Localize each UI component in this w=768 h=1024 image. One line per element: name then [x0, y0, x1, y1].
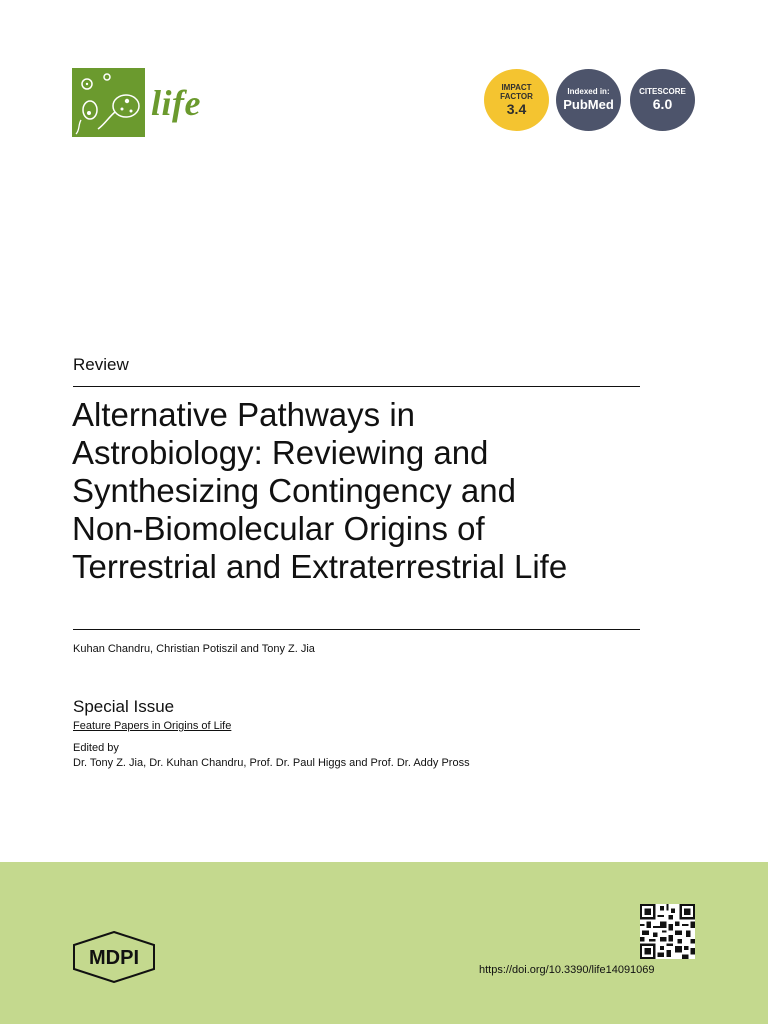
edited-by-label: Edited by [73, 742, 119, 754]
citescore-badge[interactable] [630, 69, 695, 131]
qr-code-icon[interactable] [640, 904, 695, 959]
title-line: Astrobiology: Reviewing and [72, 434, 489, 471]
impact-factor-value: 3.4 [506, 100, 527, 117]
title-line: Synthesizing Contingency and [72, 472, 516, 509]
impact-factor-badge[interactable] [484, 69, 549, 131]
special-issue-link[interactable]: Feature Papers in Origins of Life [73, 720, 232, 732]
mdpi-logo-text: MDPI [89, 947, 139, 969]
special-issue-label: Special Issue [73, 697, 175, 716]
indexed-label: Indexed in: [567, 87, 610, 96]
citescore-value: 6.0 [652, 96, 673, 112]
title-line: Terrestrial and Extraterrestrial Life [72, 548, 568, 585]
citescore-label: CITESCORE [639, 87, 686, 96]
indexed-value: PubMed [563, 97, 614, 112]
journal-name: life [151, 83, 201, 123]
editor-list: Dr. Tony Z. Jia, Dr. Kuhan Chandru, Prof. Dr. Paul Higgs and Prof. Dr. Addy Pross [73, 757, 470, 769]
doi-link[interactable]: https://doi.org/10.3390/life14091069 [479, 964, 655, 976]
title-line: Non-Biomolecular Origins of [72, 510, 485, 547]
qr-pattern [640, 904, 695, 959]
divider-top [73, 386, 640, 387]
impact-factor-label-line2: FACTOR [500, 91, 533, 101]
mdpi-logo[interactable] [72, 931, 156, 983]
article-type: Review [73, 355, 129, 374]
divider-bottom [73, 629, 640, 630]
pubmed-badge[interactable] [556, 69, 621, 131]
author-list: Kuhan Chandru, Christian Potiszil and Tony Z. Jia [73, 643, 315, 655]
impact-factor-label-line1: IMPACT [501, 82, 532, 92]
title-line: Alternative Pathways in [72, 396, 416, 433]
cell-illustration-icon [72, 68, 145, 137]
journal-logo-icon [72, 68, 145, 137]
article-title [72, 396, 672, 586]
